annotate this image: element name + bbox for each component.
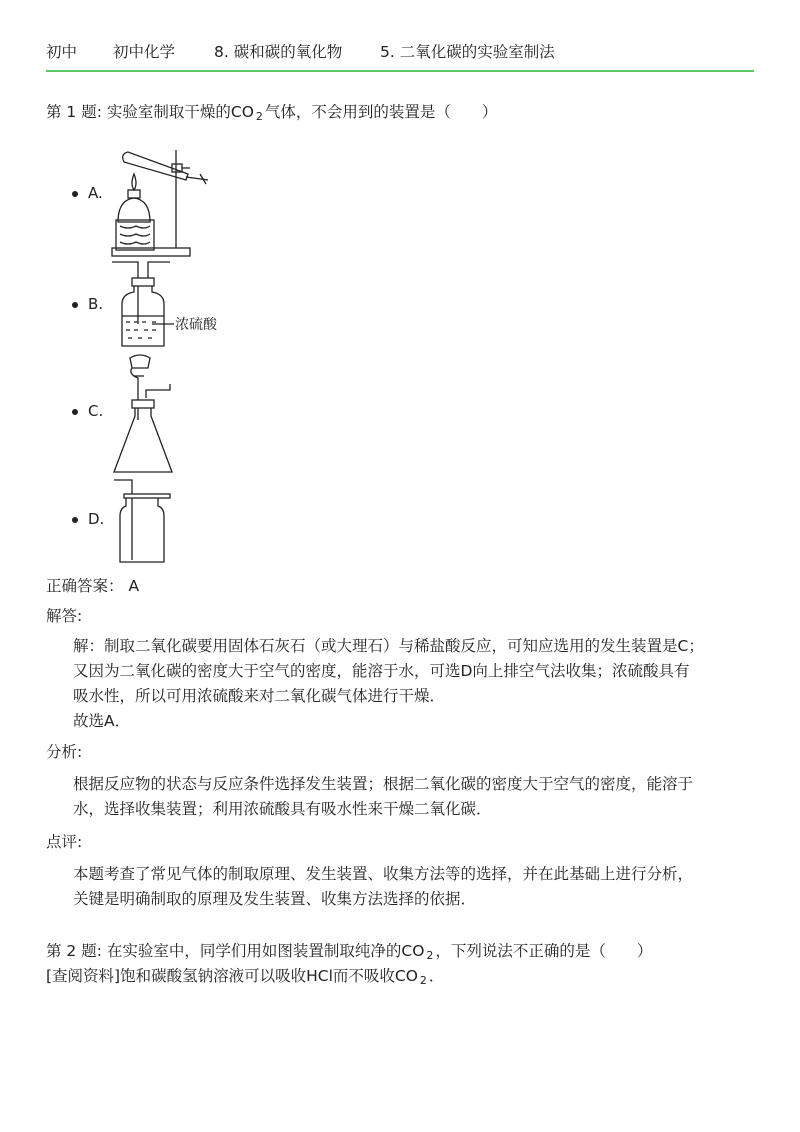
breadcrumb-level3[interactable]: 8. 碳和碳的氧化物: [214, 43, 343, 61]
analysis-line: 根据反应物的状态与反应条件选择发生装置；根据二氧化碳的密度大于空气的密度，能溶于: [73, 775, 694, 793]
solution-line: 故选A．: [73, 712, 131, 730]
q2-stem: [46, 942, 652, 963]
bullet-icon: [72, 409, 78, 415]
q2-note: [46, 967, 444, 988]
option-a-key: A.: [88, 184, 103, 202]
q1-stem: [46, 103, 497, 124]
solution-line: 解：制取二氧化碳要用固体石灰石（或大理石）与稀盐酸反应，可知应选用的发生装置是C；: [73, 637, 704, 655]
option-b-figure-label: 浓硫酸: [175, 317, 217, 333]
q1-label: 第 1 题:: [46, 103, 102, 121]
apparatus-d-figure: [108, 474, 178, 566]
breadcrumb-level1[interactable]: 初中: [46, 43, 78, 61]
option-b-key: B.: [88, 295, 104, 313]
option-d-key: D.: [88, 510, 105, 528]
apparatus-a-figure: [108, 144, 228, 266]
solution-line: 吸水性，所以可用浓硫酸来对二氧化碳气体进行干燥．: [73, 687, 446, 705]
comment-line: 关键是明确制取的原理及发生装置、收集方法选择的依据．: [73, 890, 477, 908]
bullet-icon: [72, 302, 78, 308]
analysis-line: 水，选择收集装置；利用浓硫酸具有吸水性来干燥二氧化碳．: [73, 800, 492, 818]
solution-line: 又因为二氧化碳的密度大于空气的密度，能溶于水，可选D向上排空气法收集；浓硫酸具有: [73, 662, 690, 680]
q1-answer-value: A: [128, 577, 140, 595]
q1-answer-label: 正确答案：: [46, 577, 124, 595]
q1-stem-text: 实验室制取干燥的CO: [106, 103, 254, 121]
q1-comment: [73, 862, 693, 912]
breadcrumb-level4[interactable]: 5. 二氧化碳的实验室制法: [380, 43, 555, 61]
option-b[interactable]: [72, 295, 103, 313]
q1-solution: [73, 634, 704, 734]
q2-note-subscript: 2: [419, 974, 427, 987]
bullet-icon: [72, 517, 78, 523]
option-c[interactable]: [72, 402, 103, 420]
q2-note-tail: ．: [428, 967, 445, 985]
comment-line: 本题考查了常见气体的制取原理、发生装置、收集方法等的选择，并在此基础上进行分析，: [73, 865, 694, 883]
apparatus-b-figure: [108, 254, 188, 350]
q1-solution-heading: 解答:: [46, 607, 83, 625]
option-c-key: C.: [88, 402, 104, 420]
header-divider: [46, 70, 754, 72]
q1-comment-heading: 点评:: [46, 833, 83, 851]
q2-note-text: [查阅资料]饱和碳酸氢钠溶液可以吸收HCl而不吸收CO: [46, 967, 418, 985]
breadcrumb-level2[interactable]: 初中化学: [113, 43, 176, 61]
q1-analysis: [73, 772, 693, 822]
option-a[interactable]: [72, 184, 103, 202]
q2-stem-subscript: 2: [426, 949, 434, 962]
q1-answer: [46, 577, 139, 596]
option-d[interactable]: [72, 510, 104, 528]
q2-stem-tail: ，下列说法不正确的是（ ）: [435, 942, 653, 960]
bullet-icon: [72, 191, 78, 197]
q1-analysis-heading: 分析:: [46, 743, 83, 761]
q1-stem-subscript: 2: [255, 110, 263, 123]
apparatus-c-figure: [108, 350, 180, 478]
q2-label: 第 2 题:: [46, 942, 102, 960]
q2-stem-text: 在实验室中，同学们用如图装置制取纯净的CO: [106, 942, 425, 960]
q1-stem-tail: 气体，不会用到的装置是（ ）: [264, 103, 498, 121]
